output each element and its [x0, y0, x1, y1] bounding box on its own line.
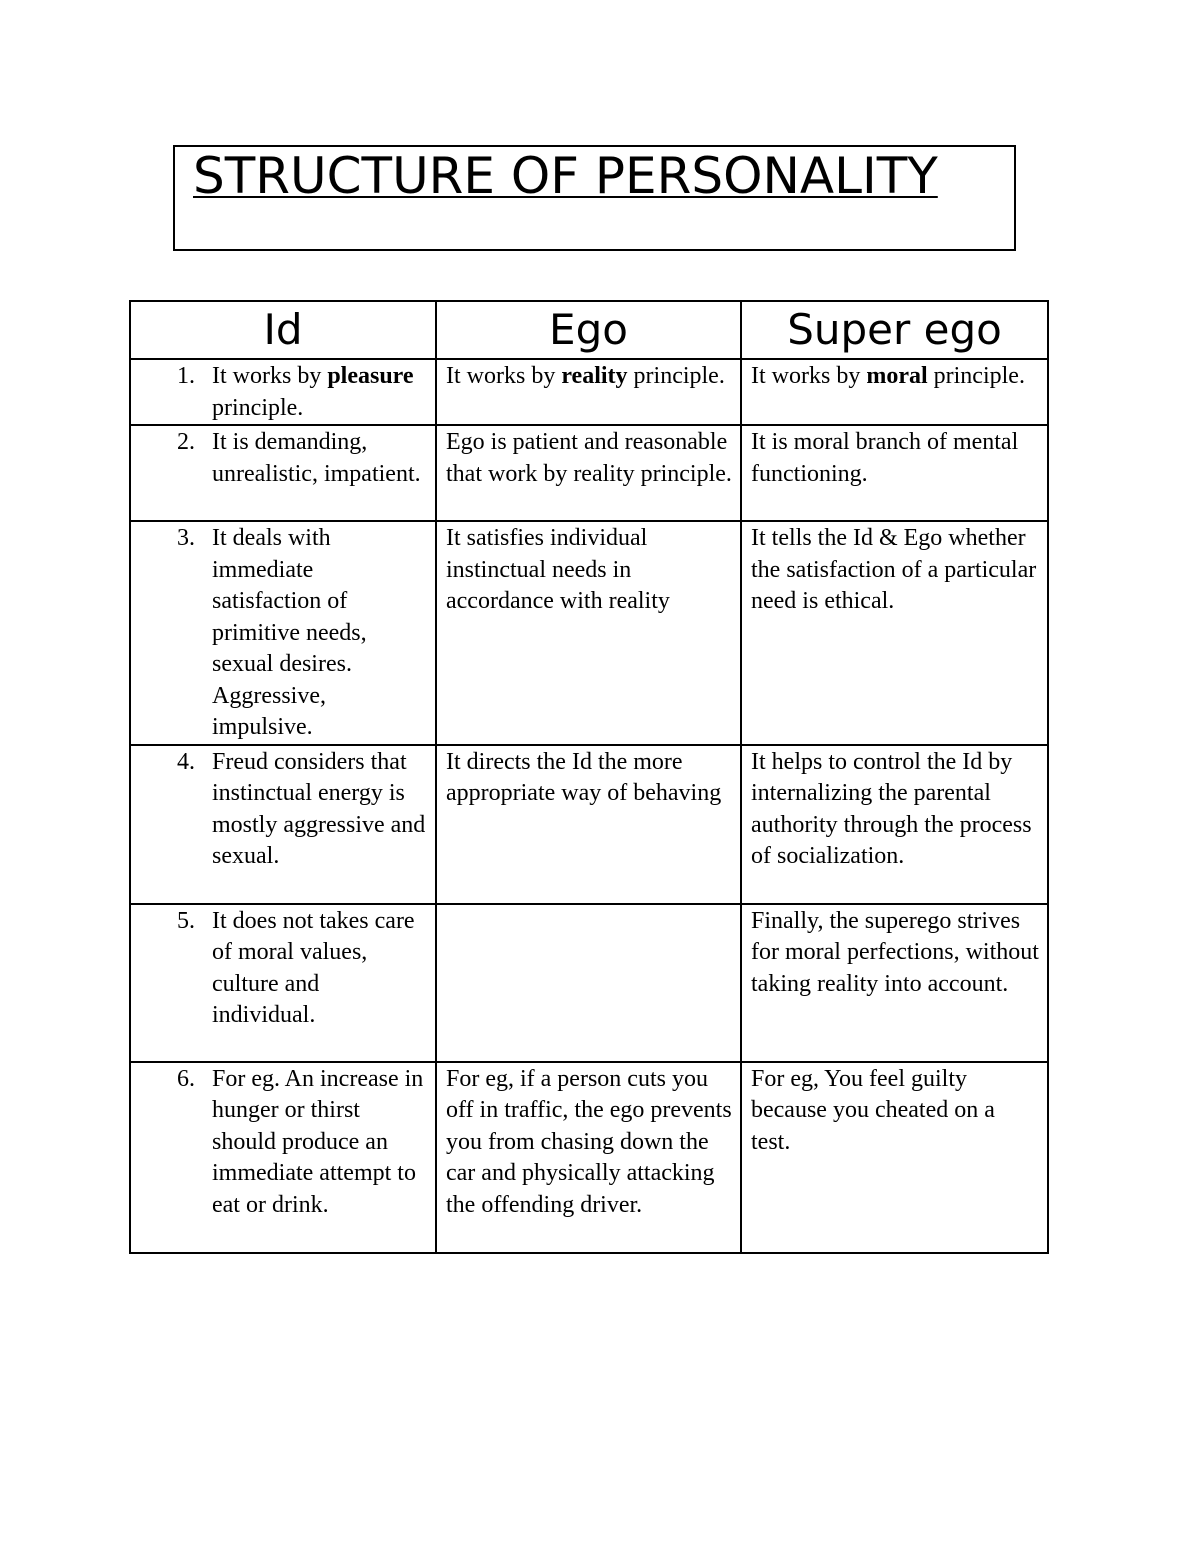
table-row [130, 904, 1048, 1062]
super-ego-cell: Finally, the superego strives for moral perfections, without taking reality into account. [741, 904, 1048, 1062]
ego-cell: It satisfies individual instinctual needs in accordance with reality [436, 521, 741, 745]
id-text: It works by pleasure principle. [212, 363, 414, 421]
ego-cell: For eg, if a person cuts you off in traffic, the ego prevents you from chasing down the car and physically attacking the offending driver. [436, 1062, 741, 1253]
item-number: 5. [177, 907, 195, 934]
id-text: For eg. An increase in hunger or thirst should produce an immediate attempt to eat or drink. [212, 1065, 424, 1218]
page-title: STRUCTURE OF PERSONALITY [193, 147, 938, 205]
super-ego-cell: It tells the Id & Ego whether the satisfaction of a particular need is ethical. [741, 521, 1048, 745]
item-number: 3. [177, 525, 195, 551]
id-text: It deals with immediate satisfaction of primitive needs, sexual desires. Aggressive, impulsive. [212, 525, 367, 740]
item-number: 6. [177, 1065, 195, 1092]
id-cell [130, 425, 436, 521]
ego-cell: It works by reality principle. [436, 359, 741, 425]
header-id: Id [130, 301, 436, 359]
table-row [130, 425, 1048, 521]
title-box [173, 145, 1016, 251]
super-ego-cell: It helps to control the Id by internalizing the parental authority through the process of socialization. [741, 745, 1048, 904]
table-row [130, 1062, 1048, 1253]
super-ego-cell: It is moral branch of mental functioning. [741, 425, 1048, 521]
item-number: 1. [177, 363, 195, 389]
id-cell [130, 1062, 436, 1253]
id-cell [130, 359, 436, 425]
header-row [130, 301, 1048, 359]
super-ego-cell: It works by moral principle. [741, 359, 1048, 425]
table-row [130, 359, 1048, 425]
ego-cell: It directs the Id the more appropriate way of behaving [436, 745, 741, 904]
ego-cell [436, 904, 741, 1062]
id-cell [130, 904, 436, 1062]
id-cell [130, 521, 436, 745]
id-text: Freud considers that instinctual energy is mostly aggressive and sexual. [212, 748, 426, 869]
id-text: It does not takes care of moral values, culture and individual. [212, 907, 415, 1028]
personality-table [129, 300, 1049, 1254]
super-ego-cell: For eg, You feel guilty because you cheated on a test. [741, 1062, 1048, 1253]
header-super-ego: Super ego [741, 301, 1048, 359]
item-number: 2. [177, 429, 195, 455]
table-row [130, 521, 1048, 745]
id-cell [130, 745, 436, 904]
id-text: It is demanding, unrealistic, impatient. [212, 429, 421, 487]
table-row [130, 745, 1048, 904]
item-number: 4. [177, 748, 195, 775]
header-ego: Ego [436, 301, 741, 359]
ego-cell: Ego is patient and reasonable that work by reality principle. [436, 425, 741, 521]
